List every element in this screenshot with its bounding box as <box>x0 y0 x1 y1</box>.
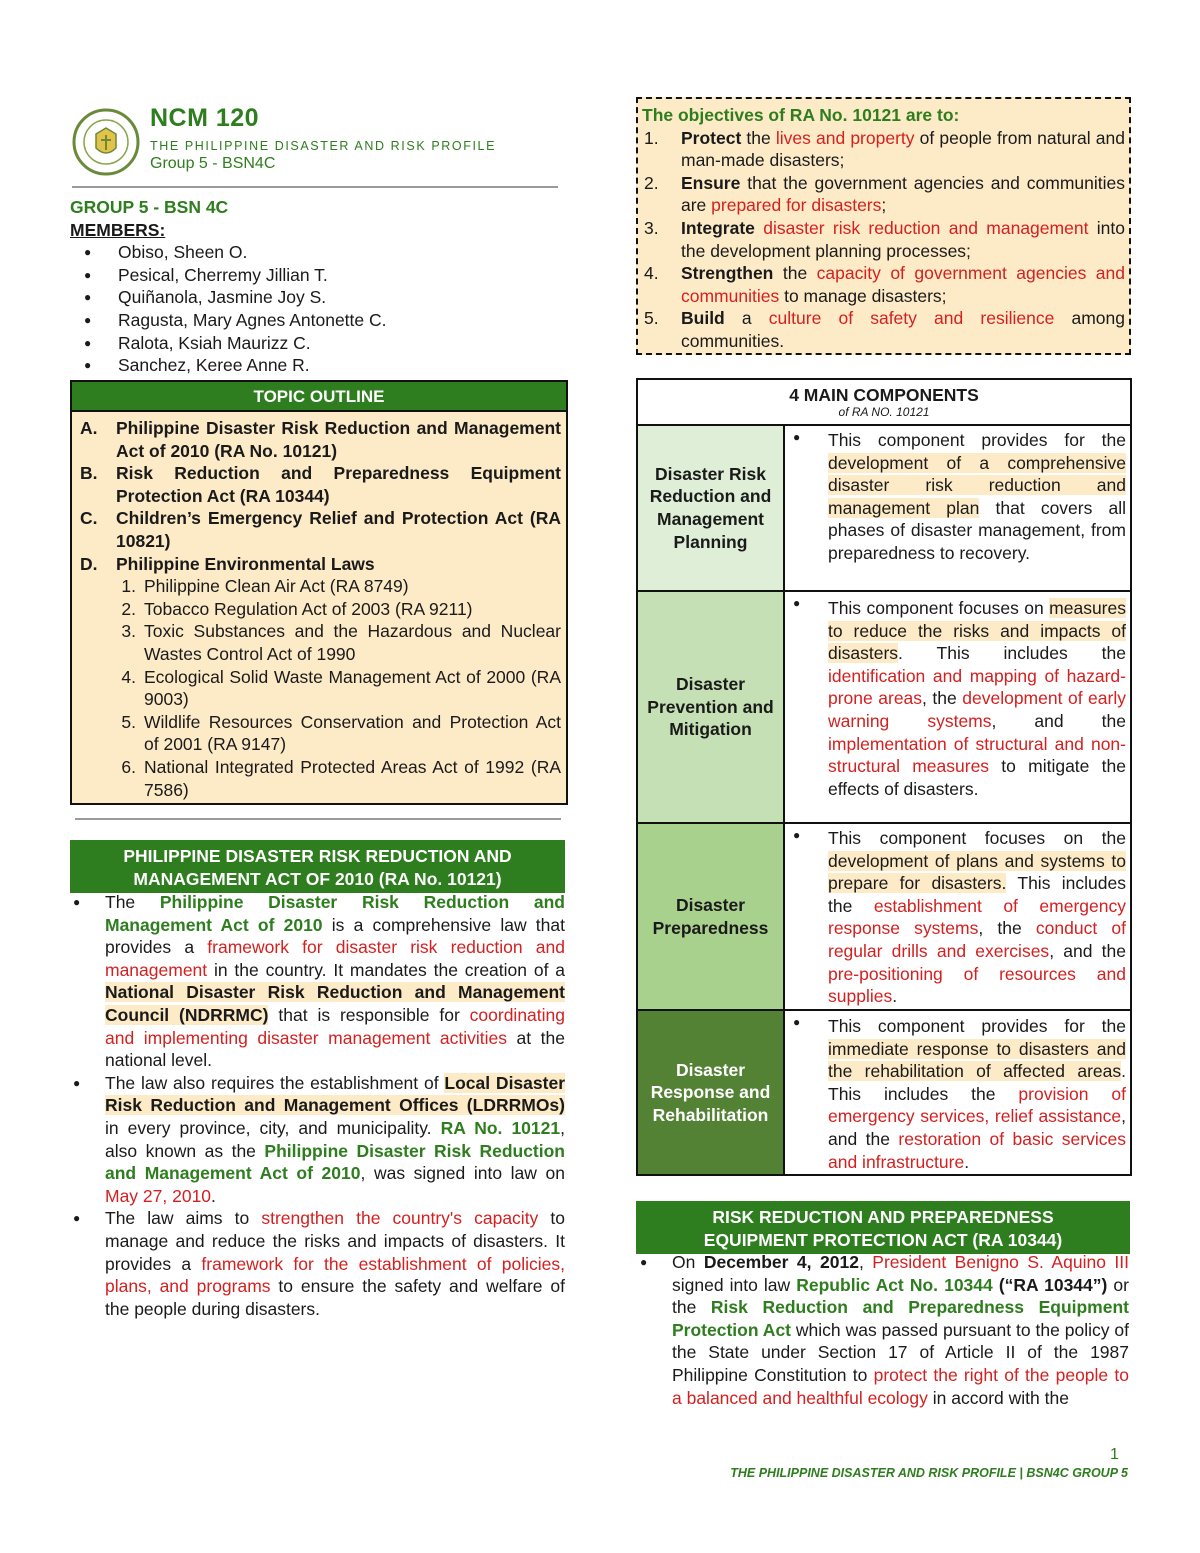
components-title: 4 MAIN COMPONENTS <box>789 385 979 405</box>
outline-number: 6. <box>121 756 136 777</box>
objectives-title: The objectives of RA No. 10121 are to: <box>642 105 960 125</box>
document-header <box>72 100 562 188</box>
section-banner-ra10121 <box>70 840 565 893</box>
outline-subtext: Philippine Clean Air Act (RA 8749) <box>144 576 409 597</box>
bullet-paragraph: ● The Philippine Disaster Risk Reduction and Management Act of 2010 is a comprehensive law that provides a framework for disaster risk reduction and management in the country. It mandates the creation of a National Disaster Risk Reduction and Management Council (NDRRMC) that is responsible for coordinating and implementing disaster management activities at the national level. <box>70 891 565 1072</box>
objective-item: 5. Build a culture of safety and resilience among communities. <box>644 308 1125 351</box>
topic-outline-box <box>70 380 568 805</box>
objective-item: 2. Ensure that the government agencies and communities are prepared for disasters; <box>644 172 1125 216</box>
outline-subitem <box>80 711 561 756</box>
outline-letter: C. <box>80 508 98 529</box>
outline-letter: D. <box>80 553 98 574</box>
course-group: Group 5 - BSN4C <box>150 155 276 172</box>
components-header <box>638 380 1130 426</box>
table-row <box>638 426 1130 592</box>
banner-line: MANAGEMENT ACT OF 2010 (RA No. 10121) <box>133 868 502 889</box>
ra10344-body <box>637 1251 1129 1409</box>
component-description: ● This component focuses on the development of plans and systems to prepare for disasters. This includes the establishment of emergency response systems, the conduct of regular drills and exercises, and the pre-positioning of resources and supplies. <box>785 824 1130 1009</box>
outline-letter: A. <box>80 418 98 438</box>
objective-item: 3. Integrate disaster risk reduction and management into the development planning processes; <box>644 217 1125 261</box>
topic-outline-title: TOPIC OUTLINE <box>72 382 566 412</box>
group-heading: GROUP 5 - BSN 4C <box>70 197 229 217</box>
topic-outline-body <box>72 412 566 801</box>
member-item: ● Sanchez, Keree Anne R. <box>70 354 565 377</box>
outline-subtext: Tobacco Regulation Act of 2003 (RA 9211) <box>144 598 473 619</box>
component-name: Disaster Prevention and Mitigation <box>638 592 785 822</box>
outline-subtext: Ecological Solid Waste Management Act of 2000 (RA 9003) <box>144 666 561 710</box>
outline-number: 4. <box>121 666 136 687</box>
outline-number: 3. <box>121 621 136 642</box>
outline-number: 5. <box>121 711 136 732</box>
outline-subitem <box>80 575 561 598</box>
course-title: THE PHILIPPINE DISASTER AND RISK PROFILE <box>150 139 497 153</box>
college-seal-logo <box>72 108 140 176</box>
objective-item: 1. Protect the lives and property of people from natural and man-made disasters; <box>644 127 1125 171</box>
bullet-paragraph: ● The law also requires the establishment of Local Disaster Risk Reduction and Management Offices (LDRRMOs) in every province, city, and municipality. RA No. 10121, also known as the Philippine Disaster Risk Reduction and Management Act of 2010, was signed into law on May 27, 2010. <box>70 1072 565 1208</box>
member-item: ● Ralota, Ksiah Maurizz C. <box>70 332 565 355</box>
section-banner-ra10344 <box>636 1201 1130 1254</box>
component-description: ● This component provides for the immediate response to disasters and the rehabilitation of affected areas. This includes the provision of emergency services, relief assistance, and the restoration of basic services and infrastructure. <box>785 1011 1130 1174</box>
footer-text: THE PHILIPPINE DISASTER AND RISK PROFILE | BSN4C GROUP 5 <box>730 1466 1128 1480</box>
outline-item <box>80 417 561 462</box>
member-item: ● Pesical, Cherremy Jillian T. <box>70 264 565 287</box>
banner-line: EQUIPMENT PROTECTION ACT (RA 10344) <box>703 1229 1063 1250</box>
banner-line: RISK REDUCTION AND PREPAREDNESS <box>712 1207 1054 1227</box>
outline-item <box>80 507 561 552</box>
outline-subitem <box>80 666 561 711</box>
components-subtitle: of RA NO. 10121 <box>838 405 930 419</box>
table-row <box>638 1011 1130 1174</box>
members-label: MEMBERS: <box>70 219 166 240</box>
header-divider <box>72 186 558 188</box>
page-number: 1 <box>1110 1446 1119 1463</box>
outline-subitem <box>80 598 561 621</box>
outline-letter: B. <box>80 463 98 484</box>
member-item: ● Ragusta, Mary Agnes Antonette C. <box>70 309 565 332</box>
component-name: Disaster Response and Rehabilitation <box>638 1011 785 1174</box>
outline-subtext: Toxic Substances and the Hazardous and Nuclear Wastes Control Act of 1990 <box>144 621 561 664</box>
bullet-paragraph: ● The law aims to strengthen the country's capacity to manage and reduce the risks and impacts of disasters. It provides a framework for the establishment of policies, plans, and programs to ensure the safety and welfare of the people during disasters. <box>70 1207 565 1320</box>
outline-subitem <box>80 620 561 665</box>
table-row <box>638 592 1130 824</box>
outline-text: Philippine Environmental Laws <box>116 553 375 574</box>
component-description: ● This component focuses on measures to reduce the risks and impacts of disasters. This includes the identification and mapping of hazard-prone areas, the development of early warning systems, and the implementation of structural and non-structural measures to mitigate the effects of disasters. <box>785 592 1130 822</box>
outline-subitem <box>80 756 561 801</box>
objective-item: 4. Strengthen the capacity of government agencies and communities to manage disasters; <box>644 263 1125 306</box>
outline-text: Children’s Emergency Relief and Protection Act (RA 10821) <box>116 508 561 551</box>
ra10121-body <box>70 891 565 1320</box>
outline-item <box>80 553 561 576</box>
component-name: Disaster Risk Reduction and Management Planning <box>638 426 785 590</box>
component-description: ● This component provides for the development of a comprehensive disaster risk reduction and management plan that covers all phases of disaster management, from preparedness to recovery. <box>785 426 1130 590</box>
bullet-paragraph: ● On December 4, 2012, President Benigno S. Aquino III signed into law Republic Act No. 10344 (“RA 10344”) or the Risk Reduction and Preparedness Equipment Protection Act which was passed pursuant to the policy of the State under Section 17 of Article II of the 1987 Philippine Constitution to protect the right of the people to a balanced and healthful ecology in accord with the <box>637 1251 1129 1409</box>
section-divider <box>75 818 561 820</box>
course-code: NCM 120 <box>150 104 260 132</box>
outline-subtext: Wildlife Resources Conservation and Protection Act of 2001 (RA 9147) <box>144 711 561 755</box>
outline-text: Philippine Disaster Risk Reduction and Management Act of 2010 (RA No. 10121) <box>116 418 561 461</box>
outline-subtext: National Integrated Protected Areas Act of 1992 (RA 7586) <box>144 756 561 800</box>
banner-line: PHILIPPINE DISASTER RISK REDUCTION AND <box>123 846 512 866</box>
outline-item <box>80 462 561 507</box>
members-list <box>70 241 565 377</box>
outline-number: 1. <box>121 576 136 597</box>
component-name: Disaster Preparedness <box>638 824 785 1009</box>
objectives-box <box>636 97 1131 355</box>
components-table <box>636 378 1132 1176</box>
member-item: ● Obiso, Sheen O. <box>70 241 565 264</box>
outline-text: Risk Reduction and Preparedness Equipment Protection Act (RA 10344) <box>116 463 561 506</box>
outline-number: 2. <box>121 598 136 619</box>
table-row <box>638 824 1130 1011</box>
members-section <box>70 196 565 377</box>
member-item: ● Quiñanola, Jasmine Joy S. <box>70 286 565 309</box>
